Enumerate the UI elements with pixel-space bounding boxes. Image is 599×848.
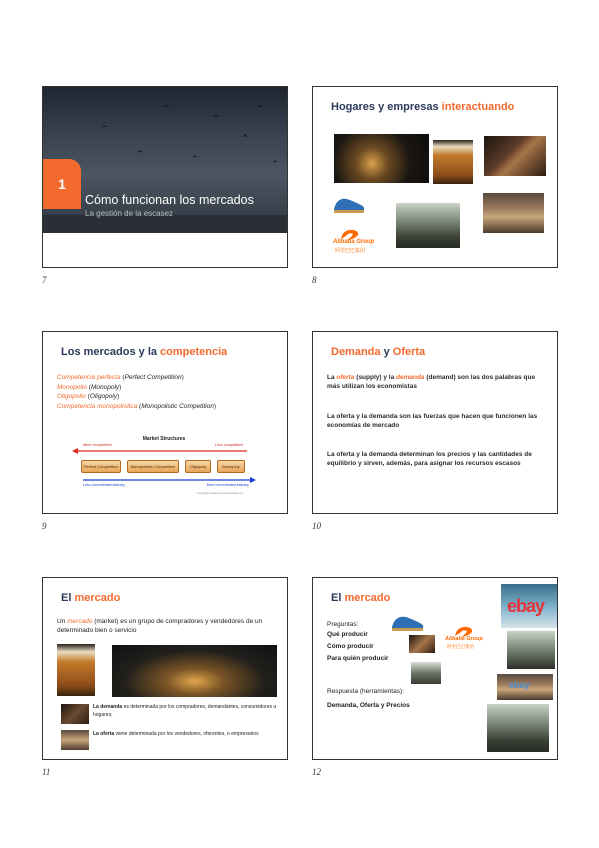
ebay-sign-photo — [501, 584, 557, 628]
paragraph-2: La oferta y la demanda son las fuerzas que hacen que funcionen las economías de mercado — [327, 413, 538, 429]
chapter-badge: 1 — [43, 159, 81, 209]
more-concentrated-label: More concentrated industry — [206, 483, 249, 487]
ebay-overlay-logo: ebay — [509, 680, 530, 690]
slide-title: Cómo funcionan los mercados — [85, 193, 254, 207]
slide-12 — [312, 577, 558, 760]
list-item: Oligopolio (Oligopoly) — [57, 393, 120, 400]
diagram-title: Market Structures — [142, 436, 186, 442]
slide-title: El mercado — [331, 592, 391, 604]
box-monopolistic-competition: Monopolistic Competition — [127, 460, 179, 473]
fish-market-photo — [483, 193, 544, 233]
diagram-credit: Copyright www.economicshelp.org — [196, 491, 243, 495]
box-perfect-competition: Perfect Competition — [81, 460, 121, 473]
question-1: Qué producir — [327, 631, 368, 638]
beer-glass-photo — [57, 644, 95, 696]
questions-label: Preguntas: — [327, 621, 359, 628]
market-structures-diagram — [71, 436, 257, 508]
fish-market-thumbnail — [61, 730, 89, 750]
page-number: 11 — [42, 767, 51, 777]
box-monopoly: Monopoly — [217, 460, 245, 473]
slide-8 — [312, 86, 558, 268]
list-item: Monopolio (Monopoly) — [57, 383, 122, 391]
slide-subtitle: La gestión de la escasez — [85, 209, 174, 218]
slide-10 — [312, 331, 558, 514]
beer-glass-photo — [433, 140, 473, 184]
crowd-street-photo — [507, 631, 555, 669]
alibaba-logo: Alibaba Group 阿里巴巴集团 — [331, 227, 391, 257]
slide-title: Los mercados y la competencia — [61, 346, 228, 358]
slide-title: Demanda y Oferta — [331, 346, 426, 358]
supply-text: La oferta viene determinada por los vendedores, oferentes, o empresarios — [93, 731, 259, 737]
slide-title: El mercado — [61, 592, 121, 604]
slide-9 — [42, 331, 288, 514]
list-item: Competencia monopolística (Monopolistic Competition) — [57, 402, 216, 410]
shoe-photo — [331, 193, 367, 215]
demand-text: La demanda es determinada por los compradores, demandantes, consumidores u hogares; — [93, 704, 277, 718]
fish-market-photo — [497, 674, 553, 700]
structure-list — [57, 373, 282, 411]
answer-label: Respuesta (herramientas): — [327, 688, 404, 695]
page-number: 7 — [42, 275, 47, 285]
city-night-photo — [334, 134, 429, 183]
crowd-street-photo — [396, 203, 460, 248]
slide-11 — [42, 577, 288, 760]
shop-interior-photo — [409, 635, 435, 653]
alibaba-logo: Alibaba Group 阿里巴巴集团 — [441, 624, 499, 654]
city-night-photo — [112, 645, 277, 697]
paragraph-3: La oferta y la demanda determinan los precios y las cantidades de equilibrio y sirven, además, para asignar los recursos escasos — [327, 451, 532, 467]
shop-thumbnail — [61, 704, 89, 724]
market-photo — [411, 662, 441, 684]
slide-7 — [42, 86, 288, 268]
question-2: Cómo producir — [327, 643, 374, 650]
box-oligopoly: Oligopoly — [185, 460, 211, 473]
less-competitive-label: Less competitive — [214, 443, 243, 447]
page-number: 10 — [312, 521, 321, 531]
less-concentrated-label: Less concentrated industry — [83, 483, 125, 487]
more-competitive-label: More competitive — [83, 443, 112, 447]
slide-title: Hogares y empresas interactuando — [331, 101, 515, 113]
page-number: 12 — [312, 767, 321, 777]
question-3: Para quién producir — [327, 655, 389, 662]
answer: Demanda, Oferta y Precios — [327, 702, 410, 709]
list-item: Competencia perfecta (Perfect Competition) — [57, 374, 184, 381]
crowd-photo — [487, 704, 549, 752]
paragraph-1: La oferta (supply) y la demanda (demand) son las dos palabras que más utilizan los economistas — [327, 374, 536, 390]
page-number: 9 — [42, 521, 47, 531]
shoe-photo — [389, 611, 427, 633]
page-number: 8 — [312, 275, 317, 285]
market-definition: Un mercado (market) es un grupo de compradores y vendedores de un determinado bien o servicio — [57, 618, 263, 634]
shop-interior-photo — [484, 136, 546, 176]
ebay-logo: ebay — [507, 596, 545, 616]
